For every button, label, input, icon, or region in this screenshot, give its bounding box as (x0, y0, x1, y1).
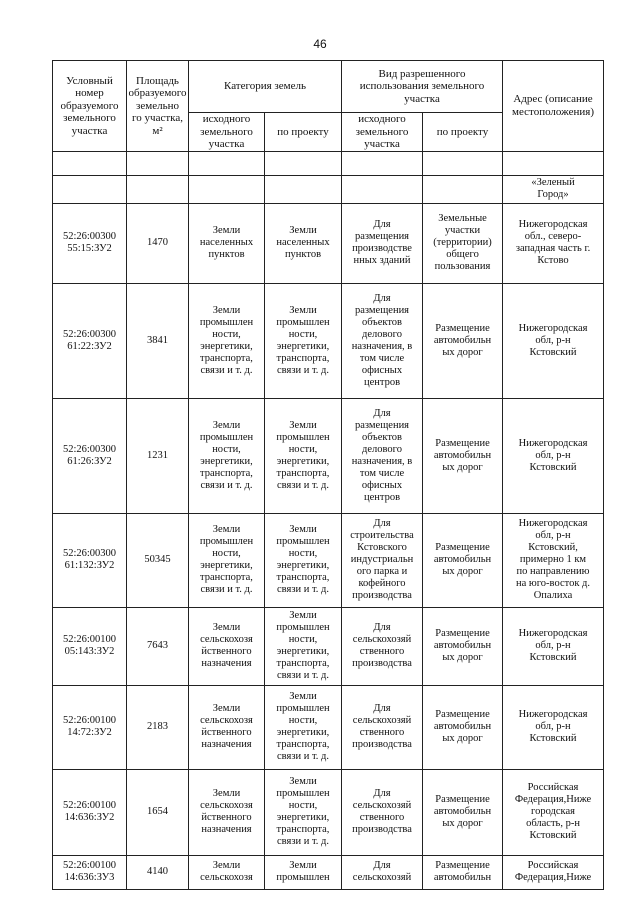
header-land-category: Категория земель (189, 61, 342, 113)
cell-category-source: Земли промышлен ности, энергетики, транспорта, связи и т. д. (189, 513, 265, 607)
table-row (53, 283, 604, 398)
cell-address: Российская Федерация,Ниже городская область, р-н Кстовский (503, 769, 604, 855)
cell-plot-number: 52:26:00100 05:143:ЗУ2 (53, 607, 127, 685)
header-use-source: исходного земельного участка (342, 113, 423, 152)
cell-use-source: Для сельскохозяй ственного производства (342, 769, 423, 855)
table-row (53, 398, 604, 513)
cell-category-project: Земли промышлен ности, энергетики, транспорта, связи и т. д. (265, 769, 342, 855)
header-area: Площадь образуемого земельно го участка, м² (127, 61, 189, 152)
cell-category-project: Земли промышлен ности, энергетики, транспорта, связи и т. д. (265, 283, 342, 398)
header-category-source: исходного земельного участка (189, 113, 265, 152)
section-label: «Зеленый Город» (503, 175, 604, 203)
cell-use-source: Для сельскохозяй ственного производства (342, 607, 423, 685)
header-plot-number: Условный номер образуемого земельного участка (53, 61, 127, 152)
cell-address: Нижегородская обл, р-н Кстовский (503, 283, 604, 398)
cell-area: 3841 (127, 283, 189, 398)
cell-area: 1470 (127, 203, 189, 283)
table-row (53, 513, 604, 607)
cell-plot-number: 52:26:00100 14:636:ЗУ3 (53, 855, 127, 889)
cell-area: 1231 (127, 398, 189, 513)
cell-category-project: Земли населенных пунктов (265, 203, 342, 283)
cell-plot-number: 52:26:00300 55:15:ЗУ2 (53, 203, 127, 283)
cell-category-project: Земли промышлен ности, энергетики, транспорта, связи и т. д. (265, 685, 342, 769)
cell-area: 2183 (127, 685, 189, 769)
header-category-project: по проекту (265, 113, 342, 152)
cell-plot-number: 52:26:00100 14:72:ЗУ2 (53, 685, 127, 769)
cell-plot-number: 52:26:00100 14:636:ЗУ2 (53, 769, 127, 855)
cell-use-project: Размещение автомобильн ых дорог (423, 607, 503, 685)
table-row (53, 607, 604, 685)
table-row (53, 855, 604, 889)
cell-use-project: Размещение автомобильн (423, 855, 503, 889)
header-use-project: по проекту (423, 113, 503, 152)
cell-use-source: Для сельскохозяй (342, 855, 423, 889)
table-row (53, 203, 604, 283)
cell-use-source: Для сельскохозяй ственного производства (342, 685, 423, 769)
cell-category-source: Земли сельскохозя йственного назначения (189, 607, 265, 685)
cell-category-project: Земли промышлен ности, энергетики, транспорта, связи и т. д. (265, 607, 342, 685)
cell-category-source: Земли сельскохозя (189, 855, 265, 889)
cell-address: Нижегородская обл., северо- западная часть г. Кстово (503, 203, 604, 283)
header-address: Адрес (описание местоположения) (503, 61, 604, 152)
cell-use-project: Размещение автомобильн ых дорог (423, 513, 503, 607)
cell-category-source: Земли сельскохозя йственного назначения (189, 685, 265, 769)
cell-category-source: Земли населенных пунктов (189, 203, 265, 283)
table-row (53, 685, 604, 769)
header-permitted-use: Вид разрешенного использования земельного участка (342, 61, 503, 113)
cell-category-source: Земли промышлен ности, энергетики, транспорта, связи и т. д. (189, 398, 265, 513)
cell-use-project: Земельные участки (территории) общего пользования (423, 203, 503, 283)
table-row (53, 769, 604, 855)
cell-use-source: Для размещения объектов делового назначения, в том числе офисных центров (342, 398, 423, 513)
cell-use-project: Размещение автомобильн ых дорог (423, 398, 503, 513)
cell-address: Нижегородская обл, р-н Кстовский (503, 607, 604, 685)
table-row (53, 151, 604, 175)
cell-address: Нижегородская обл, р-н Кстовский (503, 398, 604, 513)
cell-plot-number: 52:26:00300 61:22:ЗУ2 (53, 283, 127, 398)
cell-category-project: Земли промышлен ности, энергетики, транспорта, связи и т. д. (265, 398, 342, 513)
cell-area: 50345 (127, 513, 189, 607)
cell-use-source: Для размещения производстве нных зданий (342, 203, 423, 283)
cell-plot-number: 52:26:00300 61:26:ЗУ2 (53, 398, 127, 513)
cell-category-source: Земли сельскохозя йственного назначения (189, 769, 265, 855)
cell-use-project: Размещение автомобильн ых дорог (423, 685, 503, 769)
cell-category-source: Земли промышлен ности, энергетики, транспорта, связи и т. д. (189, 283, 265, 398)
cell-address: Нижегородская обл, р-н Кстовский (503, 685, 604, 769)
cell-address: Российская Федерация,Ниже (503, 855, 604, 889)
cell-plot-number: 52:26:00300 61:132:ЗУ2 (53, 513, 127, 607)
cell-area: 1654 (127, 769, 189, 855)
cell-use-source: Для размещения объектов делового назначения, в том числе офисных центров (342, 283, 423, 398)
table-row (53, 175, 604, 203)
cell-category-project: Земли промышлен ности, энергетики, транспорта, связи и т. д. (265, 513, 342, 607)
page-number: 46 (313, 37, 327, 51)
cell-use-source: Для строительства Кстовского индустриальн ого парка и кофейного производства (342, 513, 423, 607)
cell-address: Нижегородская обл, р-н Кстовский, примерно 1 км по направлению на юго-восток д. Опалиха (503, 513, 604, 607)
cell-use-project: Размещение автомобильн ых дорог (423, 769, 503, 855)
cell-use-project: Размещение автомобильн ых дорог (423, 283, 503, 398)
cell-area: 4140 (127, 855, 189, 889)
land-plots-table (52, 60, 604, 890)
cell-category-project: Земли промышлен (265, 855, 342, 889)
cell-area: 7643 (127, 607, 189, 685)
